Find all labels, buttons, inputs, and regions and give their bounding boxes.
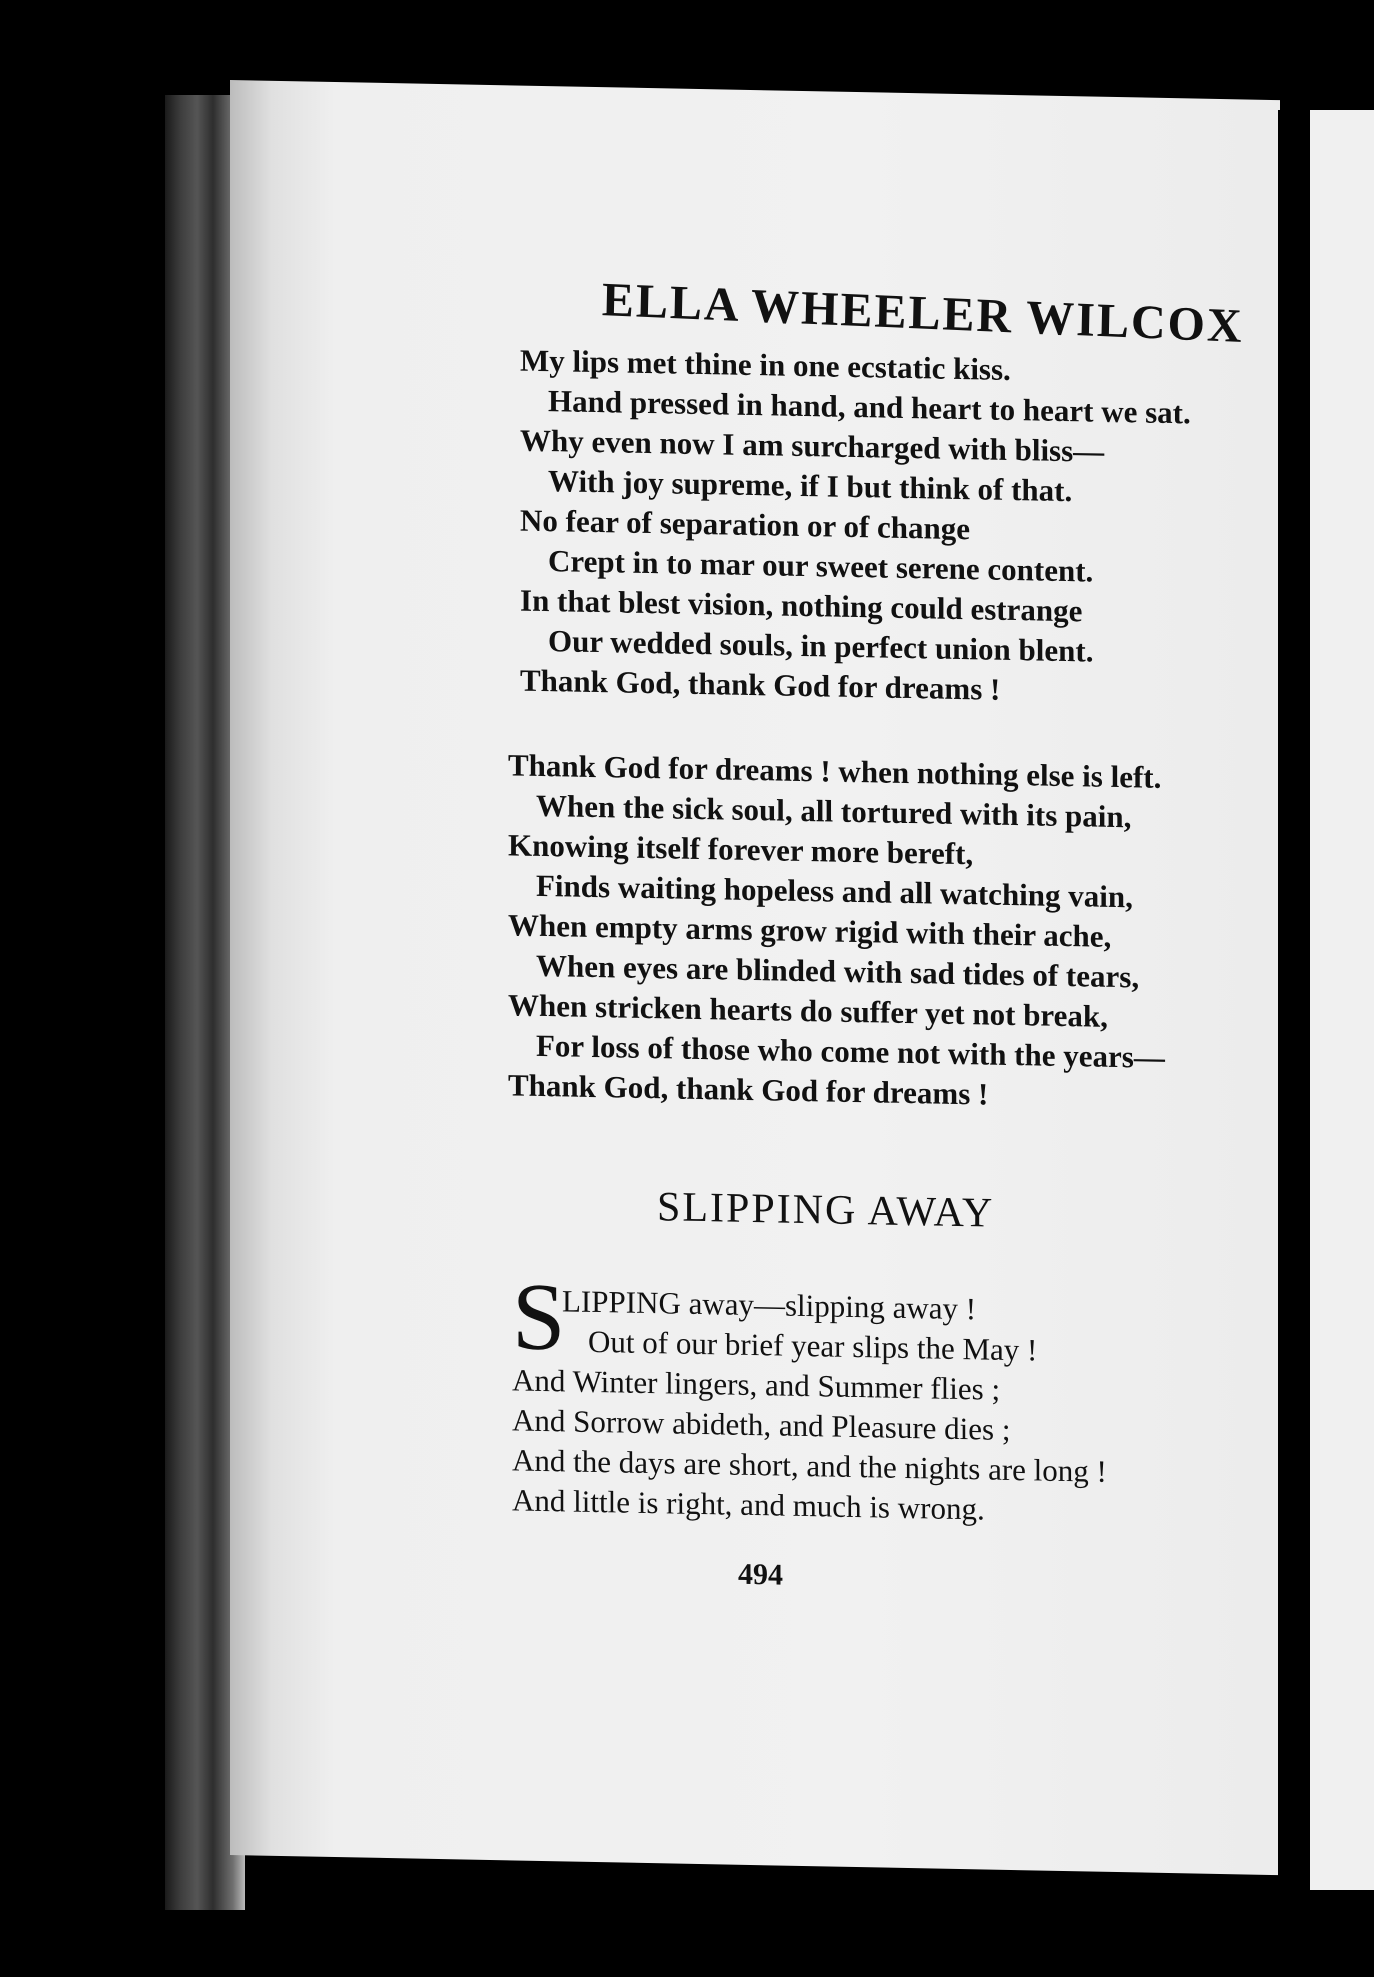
poem-line: My lips met thine in one ecstatic kiss. (520, 342, 1011, 387)
stanza-1 (520, 341, 1191, 714)
poem-line: And Sorrow abideth, and Pleasure dies ; (512, 1402, 1011, 1447)
drop-cap: S (512, 1262, 566, 1371)
poem-line: And little is right, and much is wrong. (512, 1482, 985, 1527)
stanza-3 (512, 1262, 1107, 1531)
poem-line: And the days are short, and the nights are long ! (512, 1442, 1107, 1489)
poem-line: And Winter lingers, and Summer flies ; (512, 1362, 1001, 1407)
poem-title: SLIPPING AWAY (657, 1184, 995, 1237)
facing-page-edge (1310, 110, 1374, 1890)
poem-line: Thank God, thank God for dreams ! (520, 662, 1001, 707)
stanza-2 (508, 745, 1165, 1118)
poem-line: With joy supreme, if I but think of that. (548, 463, 1073, 509)
poem-line: When eyes are blinded with sad tides of tears, (536, 947, 1140, 995)
poem-line: Knowing itself forever more bereft, (508, 827, 974, 872)
poem-line: Finds waiting hopeless and all watching vain, (536, 867, 1133, 915)
poem-line: No fear of separation or of change (520, 502, 971, 547)
poem-line: Our wedded souls, in perfect union blent. (548, 623, 1094, 669)
poem-line: Why even now I am surcharged with bliss— (520, 422, 1105, 469)
poem-line: When the sick soul, all tortured with its pain, (536, 787, 1132, 835)
poem-line: Crept in to mar our sweet serene content. (548, 543, 1094, 589)
poem-line: In that blest vision, nothing could estrange (520, 582, 1083, 629)
poem-line: For loss of those who come not with the years— (536, 1027, 1165, 1075)
poem-line: When empty arms grow rigid with their ache, (508, 907, 1112, 954)
poem-line: Out of our brief year slips the May ! (588, 1323, 1038, 1368)
poem-line: When stricken hearts do suffer yet not break, (508, 987, 1108, 1034)
book-page (230, 80, 1280, 1875)
page-gutter (1278, 110, 1312, 1890)
poem-line: Thank God, thank God for dreams ! (508, 1067, 989, 1112)
running-header: ELLA WHEELER WILCOX (601, 273, 1245, 354)
poem-line: Hand pressed in hand, and heart to heart we sat. (548, 383, 1191, 431)
first-line-text: LIPPING away—slipping away ! (562, 1283, 977, 1327)
poem-line: Thank God for dreams ! when nothing else is left. (508, 747, 1162, 795)
page-number: 494 (738, 1557, 783, 1592)
